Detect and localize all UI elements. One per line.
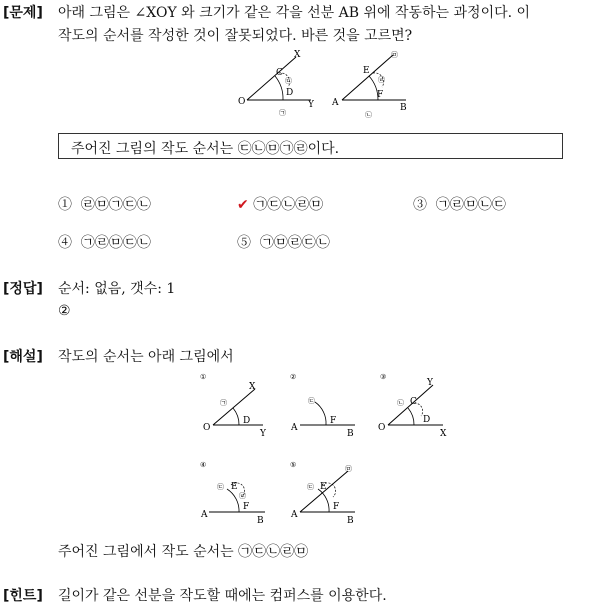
label-d: D	[286, 88, 294, 98]
s3-arc	[408, 408, 414, 425]
label-e: E	[363, 66, 370, 76]
option-4-number: ④	[58, 235, 72, 251]
problem-tag: [문제]	[3, 5, 43, 21]
hint-text: 길이가 같은 선분을 작도할 때에는 컴퍼스를 이용한다.	[58, 588, 387, 604]
explanation-conclusion: 주어진 그림에서 작도 순서는 ㉠㉢㉡㉣㉤	[58, 544, 309, 560]
option-2[interactable]	[237, 194, 323, 214]
arc-cd	[275, 76, 283, 100]
option-1[interactable]	[58, 194, 151, 214]
option-2-text: ㉠㉢㉡㉣㉤	[253, 197, 324, 213]
circle-label-3: ㉢	[285, 77, 292, 85]
problem-figure	[235, 45, 415, 120]
option-5-number: ⑤	[237, 235, 251, 251]
hint-tag: [힌트]	[3, 588, 43, 604]
explanation-intro: 작도의 순서는 아래 그림에서	[58, 349, 234, 365]
circle-label-2: ㉡	[365, 111, 372, 119]
option-4-text: ㉠㉣㉤㉢㉡	[80, 235, 151, 251]
option-1-number: ①	[58, 197, 72, 213]
s2-label-f: F	[330, 416, 337, 426]
label-y: Y	[308, 100, 314, 110]
problem-line-1: 아래 그림은 ∠XOY 와 크기가 같은 각을 선분 AB 위에 작동하는 과정이다. 이	[58, 5, 531, 21]
label-f: F	[377, 90, 384, 100]
s1-label-y: Y	[260, 429, 266, 439]
s5-circle-label-1: ㉢	[307, 483, 314, 491]
option-5[interactable]	[237, 232, 330, 252]
option-4[interactable]	[58, 232, 151, 252]
s3-label-d: D	[423, 415, 431, 425]
s4-circle-label-2: ㉣	[239, 492, 246, 500]
explanation-figure	[195, 367, 470, 532]
s3-label-x: X	[440, 429, 447, 439]
step-1-number: ①	[200, 373, 207, 381]
s5-circle-label-2: ㉤	[345, 465, 352, 473]
s1-label-d: D	[243, 416, 251, 426]
s3-label-y: Y	[427, 378, 433, 388]
circle-label-5: ㉤	[391, 51, 398, 59]
step-4-number: ④	[200, 461, 207, 469]
s5-label-e: E	[320, 482, 327, 492]
label-o: O	[238, 97, 246, 107]
answer-line-2: ②	[58, 303, 71, 319]
ray-ae	[342, 55, 393, 100]
option-5-text: ㉠㉤㉣㉢㉡	[259, 235, 330, 251]
statement-box	[58, 133, 563, 159]
option-3-text: ㉠㉣㉤㉡㉢	[435, 197, 506, 213]
option-3-number: ③	[413, 197, 427, 213]
s1-arc	[233, 408, 239, 425]
step-3-number: ③	[380, 373, 387, 381]
answer-tag: [정답]	[3, 281, 43, 297]
statement-text: 주어진 그림의 작도 순서는 ㉢㉡㉤㉠㉣이다.	[71, 141, 340, 157]
s2-label-a: A	[291, 423, 298, 433]
s2-label-b: B	[347, 429, 354, 439]
option-3[interactable]	[413, 194, 506, 214]
label-c: C	[276, 68, 283, 78]
s5-label-b: B	[347, 516, 354, 526]
label-a: A	[332, 98, 339, 108]
circle-label-4: ㉣	[378, 76, 385, 84]
answer-line-1: 순서: 없음, 갯수: 1	[58, 281, 176, 297]
s1-label-o: O	[203, 423, 211, 433]
s4-label-a: A	[201, 510, 208, 520]
s4-label-f: F	[243, 502, 250, 512]
s3-circle-label: ㉡	[397, 399, 404, 407]
label-x: X	[294, 50, 301, 60]
s4-circle-label-1: ㉢	[217, 483, 224, 491]
s4-label-e: E	[231, 482, 238, 492]
s5-label-a: A	[291, 510, 298, 520]
s2-circle-label: ㉢	[308, 397, 315, 405]
check-mark-icon: ✔	[237, 197, 249, 213]
explanation-tag: [해설]	[3, 349, 43, 365]
step-2-number: ②	[290, 373, 297, 381]
s1-circle-label: ㉠	[220, 399, 227, 407]
s4-label-b: B	[257, 516, 264, 526]
label-b: B	[400, 103, 407, 113]
s1-label-x: X	[249, 382, 256, 392]
s2-arc	[315, 402, 326, 425]
s5-label-f: F	[333, 502, 340, 512]
step-5-number: ⑤	[290, 461, 297, 469]
s4-arc	[227, 489, 239, 512]
problem-line-2: 작도의 순서를 작성한 것이 잘못되었다. 바른 것을 고르면?	[58, 28, 413, 44]
circle-label-1: ㉠	[279, 109, 286, 117]
s3-label-c: C	[410, 397, 417, 407]
option-1-text: ㉣㉤㉠㉢㉡	[80, 197, 151, 213]
s3-label-o: O	[378, 423, 386, 433]
